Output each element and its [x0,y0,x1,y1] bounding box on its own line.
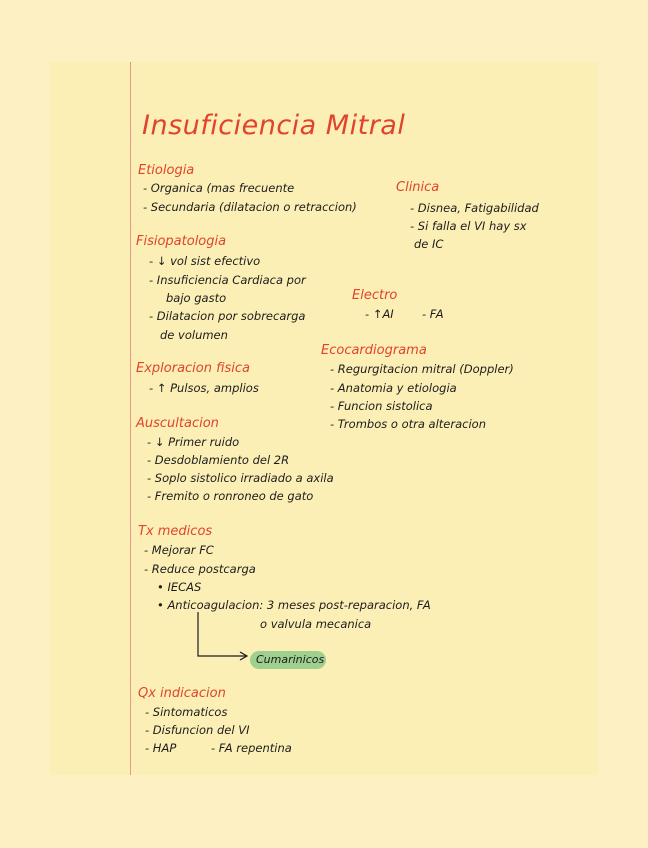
tx-item: - Mejorar FC [144,543,214,557]
heading-fisiopatologia: Fisiopatologia [136,234,227,249]
fisiopatologia-item: bajo gasto [166,291,227,305]
fisiopatologia-item: - Dilatacion por sobrecarga [149,309,306,323]
tx-item: o valvula mecanica [260,617,372,631]
heading-auscultacion: Auscultacion [136,416,219,431]
heading-clinica: Clinica [396,180,440,195]
qx-item: - FA repentina [211,741,292,755]
heading-electro: Electro [352,288,398,303]
heading-tx: Tx medicos [138,524,213,539]
pill-label: Cumarinicos [256,653,325,666]
qx-item: - Sintomaticos [145,705,228,719]
ecocardiograma-item: - Trombos o otra alteracion [330,417,486,431]
exploracion-item: - ↑ Pulsos, amplios [149,381,259,395]
tx-item: • Anticoagulacion: 3 meses post-reparacion, FA [157,598,431,612]
ecocardiograma-item: - Anatomia y etiologia [330,381,457,395]
ecocardiograma-item: - Funcion sistolica [330,399,433,413]
auscultacion-item: - Fremito o ronroneo de gato [147,489,314,503]
clinica-item: - Si falla el VI hay sx [410,219,527,233]
heading-ecocardiograma: Ecocardiograma [321,343,427,358]
ecocardiograma-item: - Regurgitacion mitral (Doppler) [330,362,514,376]
heading-etiologia: Etiologia [138,163,195,178]
qx-item: - Disfuncion del VI [145,723,250,737]
tx-item: - Reduce postcarga [144,562,256,576]
electro-item: - ↑AI [365,307,394,321]
auscultacion-item: - ↓ Primer ruido [147,435,240,449]
fisiopatologia-item: de volumen [160,328,228,342]
fisiopatologia-item: - Insuficiencia Cardiaca por [149,273,306,287]
etiologia-item: - Organica (mas frecuente [143,181,295,195]
fisiopatologia-item: - ↓ vol sist efectivo [149,254,261,268]
page-title: Insuficiencia Mitral [142,110,406,141]
etiologia-item: - Secundaria (dilatacion o retraccion) [143,200,357,214]
clinica-item: de IC [414,237,444,251]
heading-qx: Qx indicacion [138,686,226,701]
electro-item: - FA [422,307,444,321]
auscultacion-item: - Desdoblamiento del 2R [147,453,290,467]
heading-exploracion: Exploracion fisica [136,361,251,376]
tx-item: • IECAS [157,580,202,594]
clinica-item: - Disnea, Fatigabilidad [410,201,539,215]
qx-item: - HAP [145,741,177,755]
auscultacion-item: - Soplo sistolico irradiado a axila [147,471,334,485]
